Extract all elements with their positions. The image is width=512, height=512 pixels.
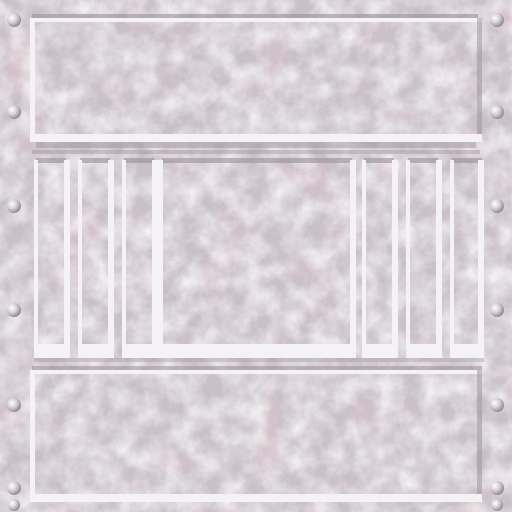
rivet xyxy=(490,199,504,213)
rivet xyxy=(7,13,21,27)
rivet xyxy=(490,303,504,317)
rivet xyxy=(7,398,21,412)
rivet xyxy=(490,105,504,119)
rivet xyxy=(7,481,21,495)
rivet xyxy=(7,303,21,317)
rivet xyxy=(490,398,504,412)
rivet xyxy=(490,481,504,495)
rivet xyxy=(8,499,20,511)
rivet xyxy=(7,105,21,119)
rivet xyxy=(7,199,21,213)
rivet xyxy=(491,499,503,511)
rivet xyxy=(490,13,504,27)
